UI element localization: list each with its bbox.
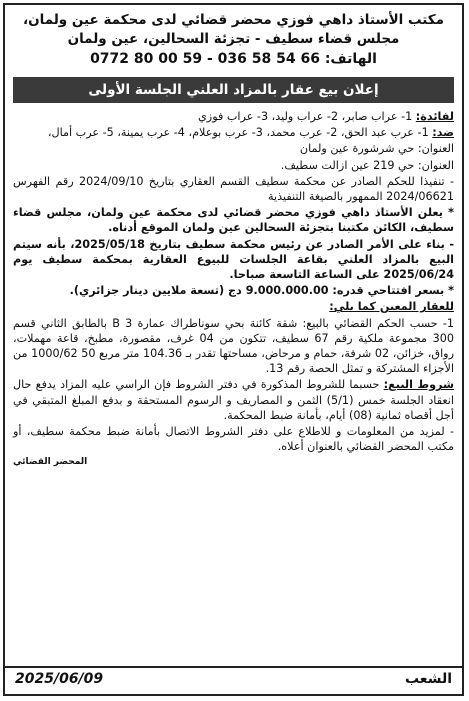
announcement-page (3, 3, 464, 696)
beneficiaries-text: 1- عراب صابر، 2- عراب وليد، 3- عراب فوزي (198, 110, 413, 123)
info-paragraph: - لمزيد من المعلومات و للاطلاع على دفتر الشروط الاتصال بأمانة ضبط محكمة سطيف، أو مكتب المحضر القضائي بالعنوان أعلاه. (13, 425, 454, 454)
office-address: مجلس قضاء سطيف - تجزئة السحالين، عين ولمان (67, 31, 400, 47)
office-name: مكتب الأستاذ داهي فوزي محضر قضائي لدى محكمة عين ولمان، (22, 12, 445, 28)
bailiff-signature: المحضر القضائي (13, 457, 88, 468)
beneficiaries (13, 109, 454, 124)
defendants-label: ضد: (432, 126, 454, 140)
office-phone (13, 49, 454, 69)
auction-order-paragraph: - بناء على الأمر الصادر عن رئيس محكمة سطيف بتاريخ 2025/05/18، بأنه سيتم البيع بالمزاد العلني بقاعة الجلسات للبيوع العقارية بمحكمة سطيف يوم 2025/06/24 على الساعة التاسعة صباحا. (13, 237, 454, 282)
announcement-title: إعلان بيع عقار بالمزاد العلني الجلسة الأولى (13, 77, 454, 103)
office-header (5, 5, 462, 73)
beneficiaries-label: لفائدة: (415, 110, 454, 123)
sale-conditions (13, 377, 454, 423)
announcement-body (5, 107, 462, 471)
address-1: العنوان: حي شرشورة عين ولمان (299, 142, 454, 156)
defendants-text: 1- عرب عبد الحق، 2- عرب محمد، 3- عرب بوعلام، 4- عرب يمينة، 5- عرب أمال، (47, 126, 429, 140)
page-footer (5, 666, 462, 690)
phone-numbers: 0772 80 00 59 - 036 58 54 66 (90, 51, 320, 67)
property-label: للعقار المعين كما يلي: (329, 300, 454, 314)
sale-conditions-text: حسبما للشروط المذكورة في دفتر الشروط فإن الراسي عليه المزاد يدفع حال انعقاد الجلسة خمس (5/1) الثمن و المصاريف و الرسوم المستحقة و بدفع المبلغ المتبقي في أجل أقصاه ثمانية (08) أيام، بأمانة ضبط المحكمة. (13, 378, 454, 422)
publication-date: 2025/06/09 (15, 671, 104, 687)
judgment-paragraph: - تنفيذا للحكم الصادر عن محكمة سطيف القسم العقاري بتاريخ 2024/09/10 رقم الفهرس 2024/06621 الممهور بالصيغة التنفيذية (13, 174, 454, 204)
bailiff-paragraph: * يعلن الأستاذ داهي فوزي محضر قضائي لدى محكمة عين ولمان، مجلس قضاء سطيف، الكائن مكتبنا بتجزئة السحالين عين ولمان الموقع أدناه. (13, 206, 454, 235)
defendants (13, 125, 454, 140)
phone-label: الهاتف: (324, 51, 377, 67)
property-description: 1- حسب الحكم القضائي بالبيع: شقة كائنة بحي سوناطراك عمارة B 3 بالطابق الثاني قسم 300 مجموعة ملكية رقم 67 سطيف، تتكون من 04 غرف، مقصورة، مطبخ، قاعة مهملات، رواق، خزائن، 02 شرفة، حمام و مرحاض، مساحتها تقدر بـ 104.36 متر مربع 50 1000/62 من الأجزاء المشتركة و تمثل الحصة رقم 13. (13, 316, 455, 376)
address-2: العنوان: حي 219 عين ازالت سطيف. (280, 158, 454, 172)
sale-conditions-label: شروط البيع: (383, 378, 455, 392)
newspaper-name: الشعب (404, 671, 452, 687)
opening-price: * بسعر افتتاحي قدره: 9.000.000.00 دج (تسعة ملايين دينار جزائري). (69, 284, 454, 298)
